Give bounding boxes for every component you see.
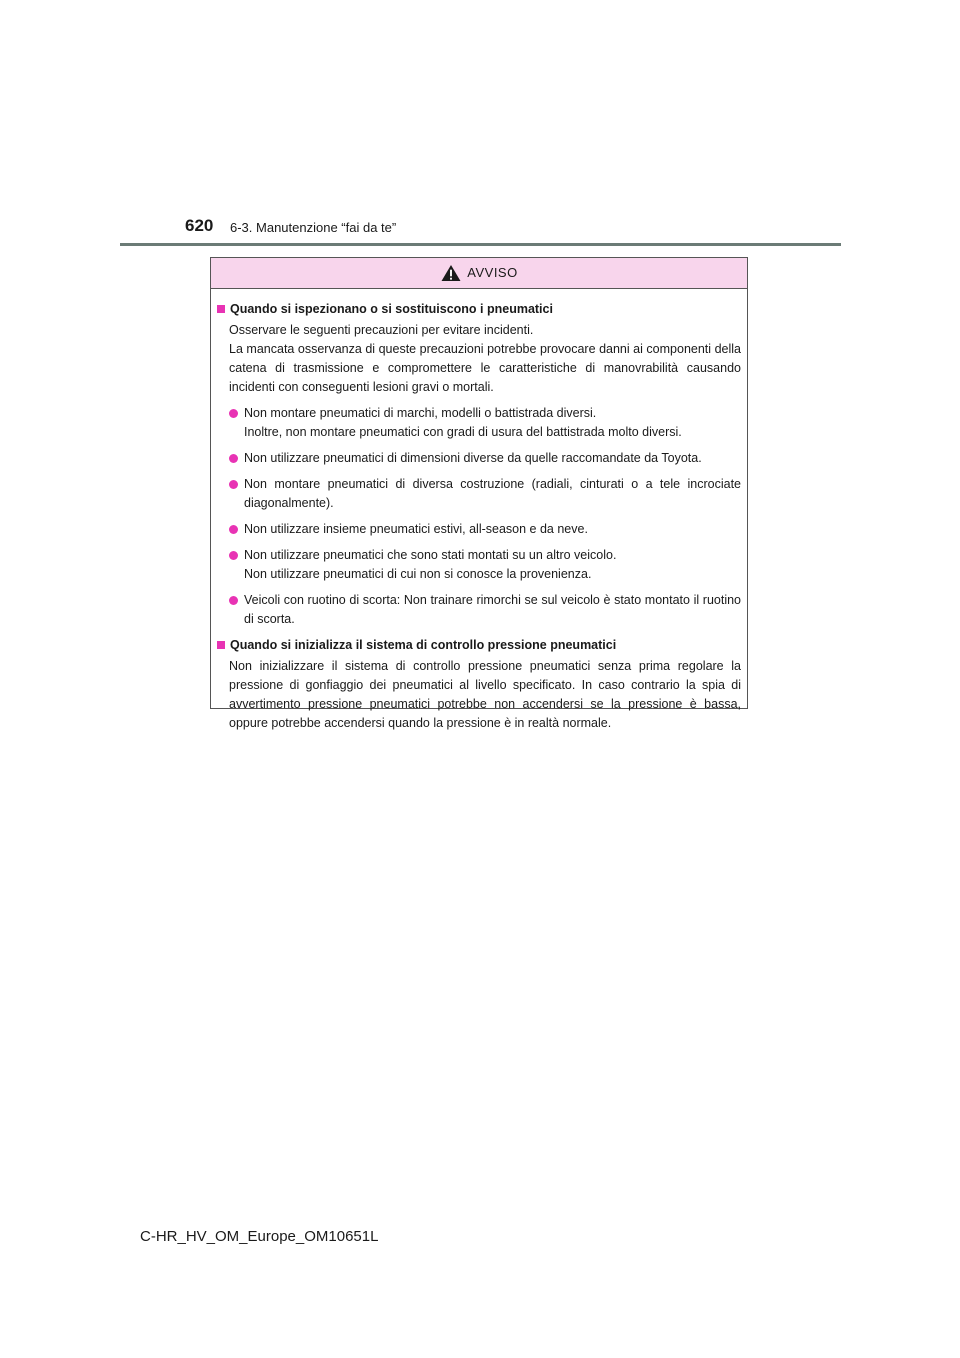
list-item: [229, 520, 741, 539]
section-body: [217, 321, 741, 629]
round-bullet-icon: [229, 454, 238, 463]
section-heading: [217, 636, 741, 654]
list-item: [229, 404, 741, 442]
list-item-text: Inoltre, non montare pneumatici con gradi di usura del battistrada molto diversi.: [244, 425, 682, 439]
list-item-text: Veicoli con ruotino di scorta: Non trainare rimorchi se sul veicolo è stato montato il ruotino di scorta.: [244, 593, 741, 626]
warning-section-tpms-initialization: [217, 636, 741, 733]
section-heading-text: Quando si ispezionano o si sostituiscono i pneumatici: [230, 302, 553, 316]
paragraph: [229, 657, 741, 733]
list-item: [229, 475, 741, 513]
section-body: [217, 657, 741, 733]
document-code: C-HR_HV_OM_Europe_OM10651L: [140, 1228, 379, 1245]
paragraph-line: La mancata osservanza di queste precauzioni potrebbe provocare danni ai componenti della catena di trasmissione e compromettere le caratteristiche di manovrabilità causando incidenti con conseguenti lesioni gravi o mortali.: [229, 342, 741, 394]
warning-title: AVVISO: [467, 265, 518, 280]
list-item: [229, 449, 741, 468]
square-bullet-icon: [217, 641, 225, 649]
warning-box: [210, 257, 748, 730]
warning-triangle-icon: [440, 264, 462, 282]
list-item-text: Non utilizzare pneumatici che sono stati montati su un altro veicolo.: [244, 548, 617, 562]
warning-section-tire-inspection: [217, 300, 741, 629]
section-heading: [217, 300, 741, 318]
section-heading-text: Quando si inizializza il sistema di controllo pressione pneumatici: [230, 638, 617, 652]
header-divider: [120, 243, 841, 246]
round-bullet-icon: [229, 409, 238, 418]
paragraph-line: Non inizializzare il sistema di controllo pressione pneumatici senza prima regolare la pressione di gonfiaggio dei pneumatici al livello specificato. In caso contrario la spia di avvertimento pressione pneumatici potrebbe non accendersi se la pressione è bassa, oppure potrebbe accendersi quando la pressione è in realtà normale.: [229, 659, 741, 730]
page-number: 620: [185, 216, 214, 235]
paragraph-line: Osservare le seguenti precauzioni per evitare incidenti.: [229, 323, 534, 337]
list-item-text: Non utilizzare pneumatici di cui non si conosce la provenienza.: [244, 567, 592, 581]
list-item-text: Non utilizzare insieme pneumatici estivi, all-season e da neve.: [244, 522, 588, 536]
square-bullet-icon: [217, 305, 225, 313]
section-title: 6-3. Manutenzione “fai da te”: [230, 220, 397, 235]
list-item: [229, 546, 741, 584]
round-bullet-icon: [229, 480, 238, 489]
warning-header: [211, 258, 747, 289]
warning-body: [211, 289, 747, 733]
round-bullet-icon: [229, 596, 238, 605]
list-item-text: Non utilizzare pneumatici di dimensioni diverse da quelle raccomandate da Toyota.: [244, 451, 702, 465]
list-item-text: Non montare pneumatici di diversa costruzione (radiali, cinturati o a tele incrociate diagonalmente).: [244, 477, 741, 510]
list-item: [229, 591, 741, 629]
list-item-text: Non montare pneumatici di marchi, modelli o battistrada diversi.: [244, 406, 597, 420]
round-bullet-icon: [229, 551, 238, 560]
paragraph: [229, 321, 741, 397]
round-bullet-icon: [229, 525, 238, 534]
